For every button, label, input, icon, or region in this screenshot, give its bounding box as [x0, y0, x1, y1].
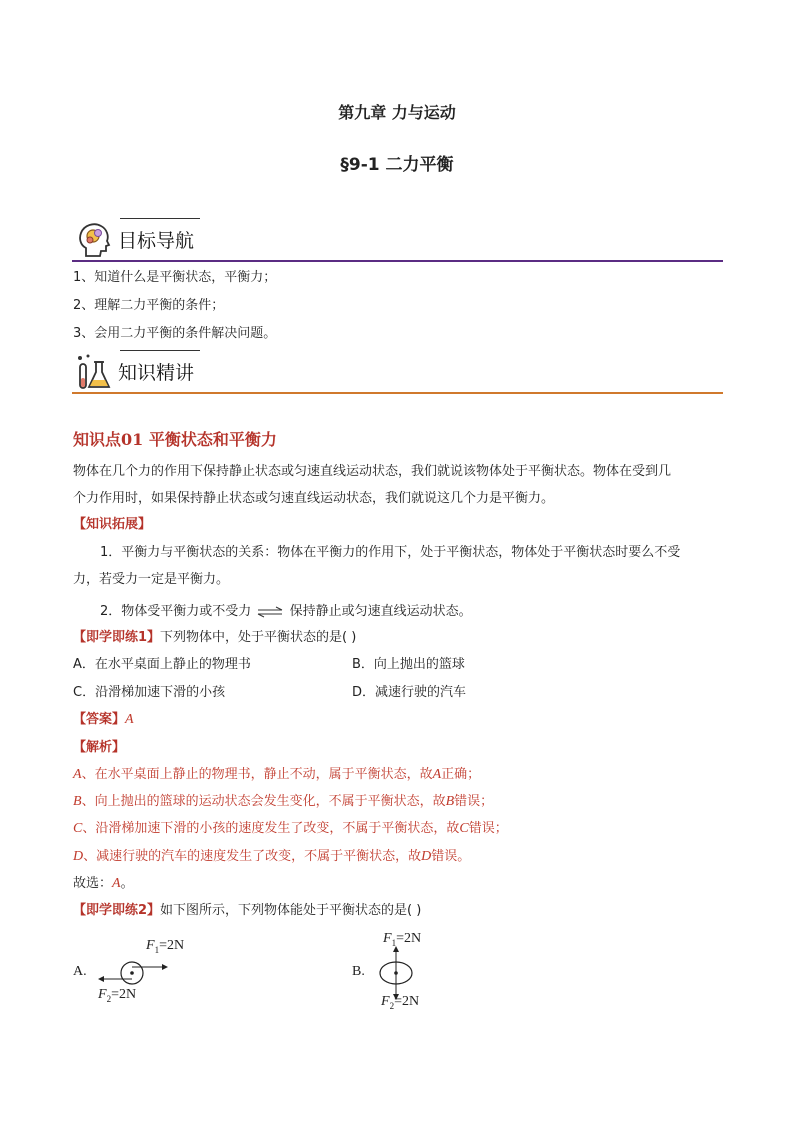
exercise-1-text: 下列物体中，处于平衡状态的是( ) — [160, 630, 357, 645]
section-title: §9-1 二力平衡 — [340, 155, 454, 175]
conclusion-key: A — [112, 876, 121, 891]
analysis-line-c — [73, 819, 508, 839]
extension-label: 【知识拓展】 — [73, 517, 152, 532]
analysis-key: D — [421, 849, 432, 864]
answer-value: A — [125, 712, 134, 727]
analysis-key: B — [73, 794, 82, 809]
knowledge-point-title: 知识点01 平衡状态和平衡力 — [73, 430, 277, 449]
goals-divider — [72, 260, 723, 262]
conclusion-post: 。 — [120, 876, 134, 891]
chapter-title: 第九章 力与运动 — [338, 103, 456, 122]
analysis-label: 【解析】 — [73, 740, 126, 755]
analysis-text: 、沿滑梯加速下滑的小孩的速度发生了改变，不属于平衡状态，故 — [82, 821, 460, 836]
extension-2 — [100, 602, 472, 622]
conclusion-line — [73, 874, 134, 894]
exercise-2-text: 如下图所示，下列物体能处于平衡状态的是( ) — [160, 903, 422, 918]
exercise-1-question — [73, 628, 356, 648]
knowledge-divider — [72, 392, 723, 394]
analysis-text: 、减速行驶的汽车的速度发生了改变，不属于平衡状态，故 — [83, 849, 422, 864]
extension-1-line-2: 力，若受力一定是平衡力。 — [73, 572, 230, 587]
lab-flask-icon — [74, 352, 114, 392]
figure-b-force-2: $F_2=2N$ — [381, 994, 420, 1011]
exercise-2-label: 【即学即练2】 — [73, 903, 161, 918]
goal-item-3: 3、会用二力平衡的条件解决问题。 — [73, 326, 277, 341]
analysis-end: 错误； — [468, 821, 508, 836]
answer-label: 【答案】 — [73, 712, 126, 727]
analysis-line-d — [73, 847, 470, 867]
answer-line — [73, 710, 134, 730]
goals-header — [72, 218, 723, 262]
analysis-end: 错误； — [454, 794, 494, 809]
exercise-2-question — [73, 901, 421, 921]
extension-2-left: 2．物体受平衡力或不受力 — [100, 604, 252, 619]
analysis-key: B — [445, 794, 455, 809]
analysis-key: D — [73, 849, 84, 864]
figure-b-label: B. — [352, 964, 365, 979]
goals-heading: 目标导航 — [118, 230, 195, 252]
analysis-line-b — [73, 792, 493, 812]
figure-a-force-1: $F_1=2N$ — [146, 938, 185, 955]
analysis-end: 正确； — [441, 767, 481, 782]
exercise-1-option-c: C．沿滑梯加速下滑的小孩 — [73, 685, 226, 700]
knowledge-header — [72, 350, 723, 394]
knowledge-heading: 知识精讲 — [118, 362, 195, 384]
exercise-1-option-d: D．减速行驶的汽车 — [352, 685, 467, 700]
analysis-line-a — [73, 765, 480, 785]
paragraph-line-1: 物体在几个力的作用下保持静止状态或匀速直线运动状态，我们就说该物体处于平衡状态。物体在受到几 — [73, 464, 672, 479]
analysis-end: 错误。 — [431, 849, 471, 864]
brain-head-icon — [74, 220, 114, 260]
exercise-1-label: 【即学即练1】 — [73, 630, 161, 645]
figure-a-label: A. — [73, 964, 87, 979]
analysis-key: A — [432, 767, 442, 782]
goals-deco-line — [120, 218, 200, 219]
exercise-1-option-b: B．向上抛出的篮球 — [352, 657, 465, 672]
figure-a-force-2: $F_2=2N$ — [98, 987, 137, 1004]
paragraph-line-2: 个力作用时，如果保持静止状态或匀速直线运动状态，我们就说这几个力是平衡力。 — [73, 491, 555, 506]
analysis-text: 、在水平桌面上静止的物理书，静止不动，属于平衡状态，故 — [81, 767, 433, 782]
conclusion-pre: 故选： — [73, 876, 113, 891]
analysis-key: C — [459, 821, 469, 836]
exercise-1-option-a: A．在水平桌面上静止的物理书 — [73, 657, 251, 672]
figure-b-force-1: $F_1=2N$ — [383, 931, 422, 948]
analysis-text: 、向上抛出的篮球的运动状态会发生变化，不属于平衡状态，故 — [81, 794, 446, 809]
analysis-key: C — [73, 821, 83, 836]
extension-1-line-1: 1．平衡力与平衡状态的关系：物体在平衡力的作用下，处于平衡状态，物体处于平衡状态时要么不受 — [100, 545, 681, 560]
goal-item-1: 1、知道什么是平衡状态，平衡力； — [73, 270, 277, 285]
knowledge-deco-line — [120, 350, 200, 351]
extension-2-right: 保持静止或匀速直线运动状态。 — [289, 604, 472, 619]
analysis-key: A — [73, 767, 82, 782]
equilibrium-arrow-icon — [257, 606, 283, 618]
goal-item-2: 2、理解二力平衡的条件； — [73, 298, 225, 313]
